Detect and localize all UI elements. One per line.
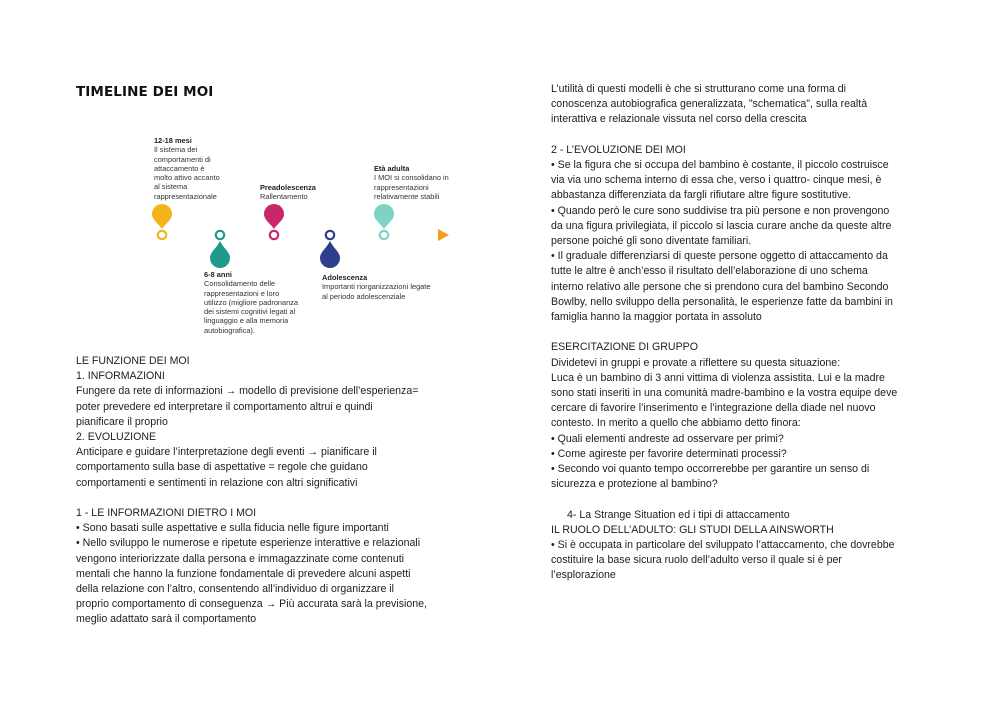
left-text-column (76, 354, 476, 628)
text-line: • Quali elementi andreste ad osservare per primi? (551, 432, 784, 445)
text-line: ESERCITAZIONE DI GRUPPO (551, 341, 698, 354)
text-line: Anticipare e guidare l’interpretazione degli eventi → pianificare il (76, 446, 377, 459)
text-line: meglio adattato sarà il comportamento (76, 613, 257, 626)
text-line: Luca è un bambino di 3 anni vittima di violenza assistita. Lui e la madre (551, 371, 885, 384)
text-line: 4- La Strange Situation ed i tipi di attaccamento (567, 508, 790, 521)
text-line: sono stati inseriti in una comunità madre-bambino e la vostra equipe deve (551, 387, 898, 400)
text-line: • Si è occupata in particolare del sviluppato l’attaccamento, che dovrebbe (551, 539, 895, 552)
timeline-label-text: I MOI si consolidano in rappresentazioni relativamente stabili (374, 173, 449, 201)
text-line: l’esplorazione (551, 569, 616, 582)
text-line: costituire la base sicura ruolo dell’adulto verso il quale si è per (551, 554, 842, 567)
text-line: interattiva e relazionale vissuta nel corso della crescita (551, 113, 807, 126)
text-line: sicurezza e protezione al bambino? (551, 478, 718, 491)
text-line: 2. EVOLUZIONE (76, 431, 157, 444)
text-line: proprio comportamento di conseguenza → Più accurata sarà la previsione, (76, 598, 427, 611)
text-line: Bowlby, nello sviluppo della personalità, le esperienze fatte da bambini in (551, 295, 893, 308)
text-line: persone poiché gli sono diventate familiari. (551, 235, 752, 248)
text-line (76, 491, 476, 506)
text-line: contesto. In merito a quello che abbiamo detto finora: (551, 417, 801, 430)
text-line: LE FUNZIONE DEI MOI (76, 355, 190, 367)
timeline-label-text: Consolidamento delle rappresentazioni e loro utilizzo (migliore padronanza dei sistemi cognitivi legati al linguaggio e alla memoria autobiografica). (204, 279, 299, 335)
text-line (551, 128, 941, 143)
timeline-label-text: Rallentamento (260, 192, 308, 202)
text-line: conoscenza autobiografica generalizzata, "schematica", sulla realtà (551, 98, 868, 111)
text-line: mentali che hanno la funzione fondamentale di prevedere alcuni aspetti (76, 567, 411, 580)
text-line: 1. INFORMAZIONI (76, 370, 165, 383)
text-line: • Nello sviluppo le numerose e ripetute esperienze interattive e relazionali (76, 537, 421, 550)
text-line: interno relativo alle persone che si prendono cura del bambino Secondo (551, 280, 889, 293)
timeline-label-2: 6-8 anni Consolidamento delle rappresentazioni e loro utilizzo (migliore padronanza dei sistemi cognitivi legati al linguaggio e alla memoria autobiografica). (204, 270, 299, 335)
text-line (551, 492, 941, 507)
text-line: Dividetevi in gruppi e provate a riflettere su questa situazione: (551, 356, 841, 369)
timeline-label-5: Età adulta I MOI si consolidano in rappresentazioni relativamente stabili (374, 164, 449, 201)
text-line: abbastanza differenziata da fargli rifiutare altre figure sostitutive. (551, 189, 852, 202)
text-line: • Come agireste per favorire determinati processi? (551, 447, 787, 460)
text-line: tutte le altre è anch’esso il risultato dell’elaborazione di uno schema (551, 265, 868, 278)
text-line: da una figura privilegiata, il piccolo si lascia curare anche da queste altre (551, 219, 892, 232)
text-line: comportamento sulla base di aspettative = regole che guidano (76, 461, 368, 474)
text-line: poter prevedere ed interpretare il comportamento altrui e quindi (76, 400, 373, 413)
timeline-label-text: Il sistema dei comportamenti di attaccamento è molto attivo accanto al sistema rappresentazionale (154, 145, 220, 201)
page-title: TIMELINE DEI MOI (76, 84, 214, 100)
text-line: via via uno schema interno di essa che, verso i quattro- cinque mesi, è (551, 174, 882, 187)
text-line: IL RUOLO DELL’ADULTO: GLI STUDI DELLA AINSWORTH (551, 523, 834, 536)
text-line: Fungere da rete di informazioni → modello di previsione dell’esperienza= (76, 385, 419, 398)
text-line: famiglia hanno la maggior portata in assoluto (551, 311, 762, 324)
text-line: vengono interiorizzate dalla persona e immagazzinate come contenuti (76, 552, 405, 565)
text-line: • Sono basati sulle aspettative e sulla fiducia nelle figure importanti (76, 522, 389, 535)
right-text-column (551, 82, 941, 584)
timeline-label-4: Adolescenza Importanti riorganizzazioni legate al periodo adolescenziale (322, 273, 431, 301)
timeline-label-3: Preadolescenza Rallentamento (260, 183, 316, 202)
text-line: 1 - LE INFORMAZIONI DIETRO I MOI (76, 507, 257, 520)
text-line: L’utilità di questi modelli è che si strutturano come una forma di (551, 83, 847, 95)
text-line: 2 - L’EVOLUZIONE DEI MOI (551, 143, 686, 156)
text-line: • Il graduale differenziarsi di queste persone oggetto di attaccamento da (551, 250, 888, 263)
text-line: cercare di favorire l’inserimento e l’integrazione della diade nel nuovo (551, 402, 876, 415)
text-line: • Quando però le cure sono suddivise tra più persone e non provengono (551, 204, 890, 217)
timeline-diagram (140, 128, 450, 348)
text-line: pianificare il proprio (76, 415, 168, 428)
timeline-arrow-icon (438, 229, 449, 241)
text-line (551, 325, 941, 340)
text-line: • Secondo voi quanto tempo occorrerebbe per garantire un senso di (551, 463, 870, 476)
timeline-label-text: Importanti riorganizzazioni legate al periodo adolescenziale (322, 282, 431, 301)
text-line: • Se la figura che si occupa del bambino è costante, il piccolo costruisce (551, 159, 889, 171)
timeline-label-1: 12-18 mesi Il sistema dei comportamenti di attaccamento è molto attivo accanto al sistema rappresentazionale (154, 136, 220, 201)
text-line: della relazione con l’altro, consentendo all’individuo di organizzare il (76, 583, 395, 596)
text-line: comportamenti e sentimenti in relazione con altri significativi (76, 476, 358, 489)
